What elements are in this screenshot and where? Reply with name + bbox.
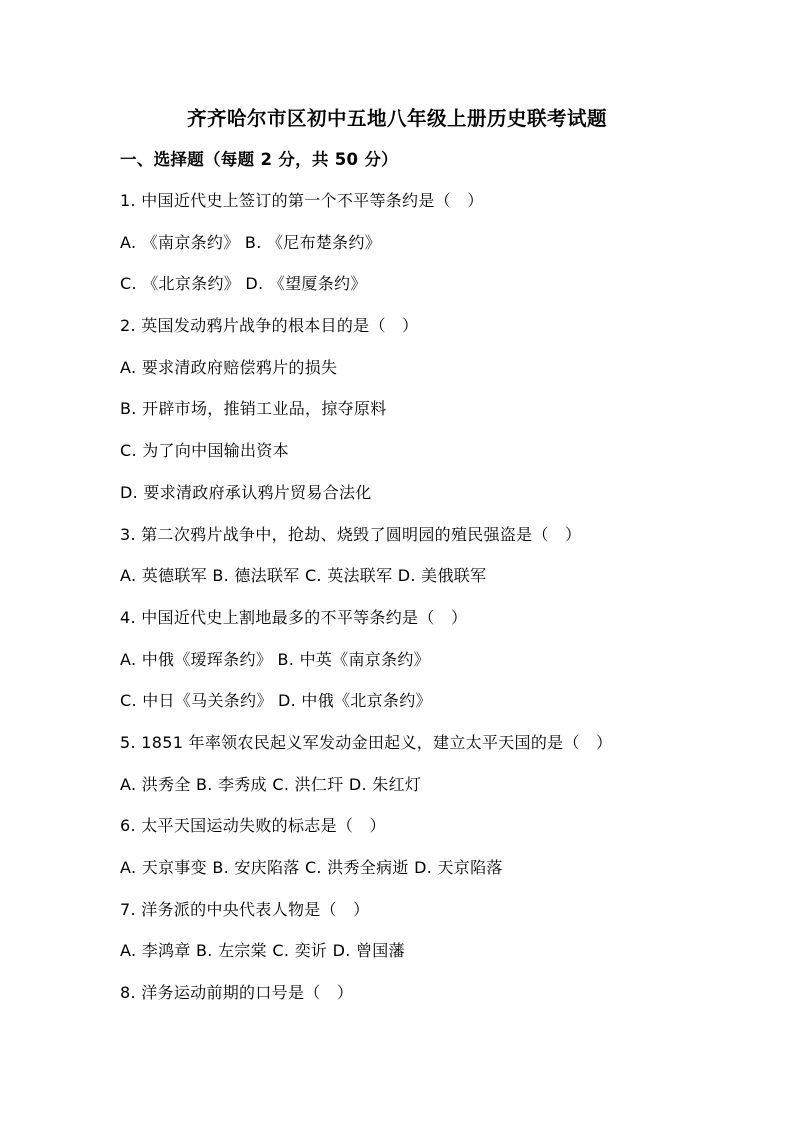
question-line: 3. 第二次鸦片战争中，抢劫、烧毁了圆明园的殖民强盗是（ ） xyxy=(120,524,582,544)
option-line: A. 中俄《瑷珲条约》 B. 中英《南京条约》 xyxy=(120,649,430,669)
question-line: 2. 英国发动鸦片战争的根本目的是（ ） xyxy=(120,316,419,336)
option-line: A. 要求清政府赔偿鸦片的损失 xyxy=(120,357,338,377)
option-line: A. 洪秀全 B. 李秀成 C. 洪仁玕 D. 朱红灯 xyxy=(120,774,422,794)
option-line: D. 要求清政府承认鸦片贸易合法化 xyxy=(120,482,372,502)
question-line: 5. 1851 年率领农民起义军发动金田起义，建立太平天国的是（ ） xyxy=(120,732,613,752)
option-line: B. 开辟市场，推销工业品，掠夺原料 xyxy=(120,399,387,419)
question-line: 1. 中国近代史上签订的第一个不平等条约是（ ） xyxy=(120,191,484,210)
question-line: 6. 太平天国运动失败的标志是（ ） xyxy=(120,816,386,836)
option-line: C. 《北京条约》 D. 《望厦条约》 xyxy=(120,274,367,294)
option-line: A. 英德联军 B. 德法联军 C. 英法联军 D. 美俄联军 xyxy=(120,566,487,586)
exam-title: 齐齐哈尔市区初中五地八年级上册历史联考试题 xyxy=(186,107,607,130)
option-line: C. 中日《马关条约》 D. 中俄《北京条约》 xyxy=(120,691,432,711)
option-line: C. 为了向中国输出资本 xyxy=(120,441,289,461)
question-line: 4. 中国近代史上割地最多的不平等条约是（ ） xyxy=(120,607,468,627)
option-line: A. 李鸿章 B. 左宗棠 C. 奕䜣 D. 曾国藩 xyxy=(120,941,405,961)
question-list xyxy=(120,188,720,1022)
option-line: A. 《南京条约》 B. 《尼布楚条约》 xyxy=(120,232,382,252)
option-line: A. 天京事变 B. 安庆陷落 C. 洪秀全病逝 D. 天京陷落 xyxy=(120,858,503,877)
section-heading: 一、选择题（每题 2 分，共 50 分） xyxy=(120,150,398,169)
question-line: 7. 洋务派的中央代表人物是（ ） xyxy=(120,899,370,919)
question-line: 8. 洋务运动前期的口号是（ ） xyxy=(120,983,354,1003)
